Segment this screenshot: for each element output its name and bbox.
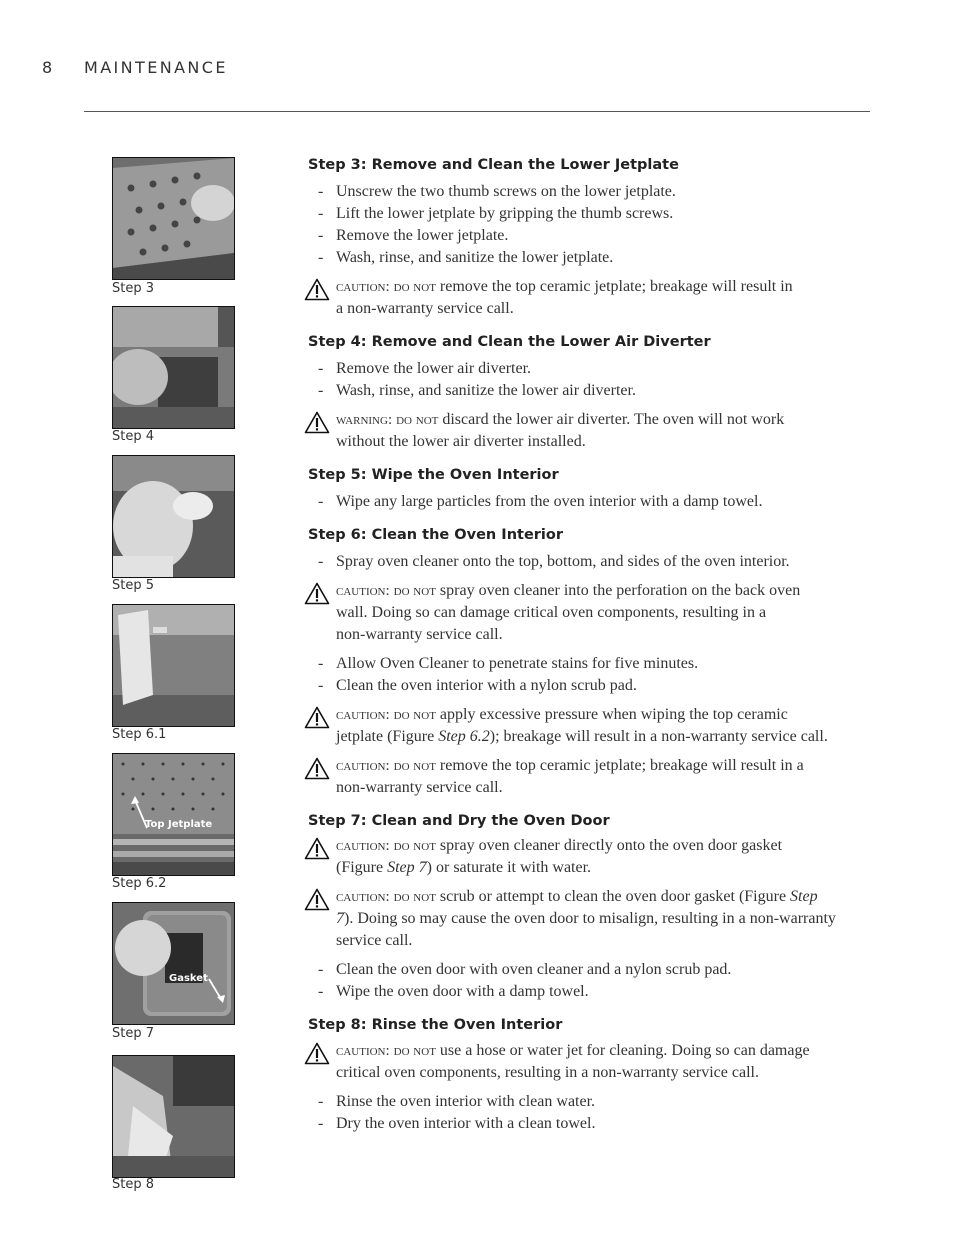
caution-note: caution: do not remove the top ceramic jetplate; breakage will result in a non-warranty service call. [308,755,868,799]
bullet-list [308,653,868,697]
caution-note: caution: do not spray oven cleaner into the perforation on the back oven wall. Doing so can damage critical oven components, resulting in a non-warranty service call. [308,580,868,646]
photo-caption: Step 5 [112,578,155,593]
step-6-1-photo [112,604,235,727]
warning-note: warning: do not discard the lower air diverter. The oven will not work without the lower air diverter installed. [308,409,868,453]
step-7-photo [112,902,235,1025]
step-title: Step 7: Clean and Dry the Oven Door [308,813,610,829]
warning-triangle-icon [304,1042,330,1065]
caution-note: caution: do not remove the top ceramic jetplate; breakage will result in a non-warranty service call. [308,276,868,320]
list-item: - Dry the oven interior with a clean towel. [318,1115,596,1132]
header-divider [84,111,870,112]
caution-note: caution: do not apply excessive pressure when wiping the top ceramic jetplate (Figure Step 6.2); breakage will result in a non-warranty service call. [308,704,868,748]
step-title: Step 4: Remove and Clean the Lower Air Diverter [308,334,711,350]
photo-caption: Step 7 [112,1026,155,1041]
step-3-photo [112,157,235,280]
step-5-photo [112,455,235,578]
step-title: Step 6: Clean the Oven Interior [308,527,564,543]
step-6-2-photo [112,753,235,876]
list-item: - Remove the lower air diverter. [318,360,532,377]
bullet-list [308,1091,868,1135]
photo-caption: Step 6.1 [112,727,167,742]
step-title: Step 3: Remove and Clean the Lower Jetplate [308,157,679,173]
list-item: - Clean the oven door with oven cleaner and a nylon scrub pad. [318,961,732,978]
list-item: - Wash, rinse, and sanitize the lower air diverter. [318,382,636,399]
bullet-list [308,959,868,1003]
photo-label-gasket: Gasket [169,973,208,984]
photo-label-top-jetplate: Top Jetplate [145,819,213,830]
step-title: Step 8: Rinse the Oven Interior [308,1017,563,1033]
bullet-list [308,491,868,513]
step-8-photo [112,1055,235,1178]
bullet-list [308,181,868,269]
list-item: - Wipe the oven door with a damp towel. [318,983,589,1000]
bullet-list [308,358,868,402]
warning-triangle-icon [304,706,330,729]
procedure-content [308,155,868,1135]
step-4-photo [112,306,235,429]
list-item: - Wipe any large particles from the oven interior with a damp towel. [318,493,763,510]
list-item: - Rinse the oven interior with clean water. [318,1093,596,1110]
list-item: - Clean the oven interior with a nylon scrub pad. [318,677,637,694]
bullet-list [308,551,868,573]
warning-triangle-icon [304,837,330,860]
list-item: - Wash, rinse, and sanitize the lower jetplate. [318,249,614,266]
warning-triangle-icon [304,757,330,780]
caution-note: caution: do not scrub or attempt to clean the oven door gasket (Figure Step 7). Doing so may cause the oven door to misalign, resulting in a non-warranty service call. [308,886,868,952]
list-item: - Lift the lower jetplate by gripping the thumb screws. [318,205,674,222]
warning-triangle-icon [304,278,330,301]
photo-caption: Step 4 [112,429,155,444]
list-item: - Remove the lower jetplate. [318,227,509,244]
section-title: MAINTENANCE [84,58,228,77]
page-number: 8 [42,58,55,77]
list-item: - Allow Oven Cleaner to penetrate stains for five minutes. [318,655,699,672]
caution-note: caution: do not spray oven cleaner directly onto the oven door gasket (Figure Step 7) or saturate it with water. [308,835,868,879]
step-title: Step 5: Wipe the Oven Interior [308,467,559,483]
list-item: - Unscrew the two thumb screws on the lower jetplate. [318,183,676,200]
photo-caption: Step 8 [112,1177,155,1192]
photo-caption: Step 3 [112,281,155,296]
warning-triangle-icon [304,582,330,605]
page-header [42,58,228,77]
list-item: - Spray oven cleaner onto the top, bottom, and sides of the oven interior. [318,553,790,570]
warning-triangle-icon [304,411,330,434]
photo-caption: Step 6.2 [112,876,167,891]
caution-note: caution: do not use a hose or water jet for cleaning. Doing so can damage critical oven components, resulting in a non-warranty service call. [308,1040,868,1084]
warning-triangle-icon [304,888,330,911]
